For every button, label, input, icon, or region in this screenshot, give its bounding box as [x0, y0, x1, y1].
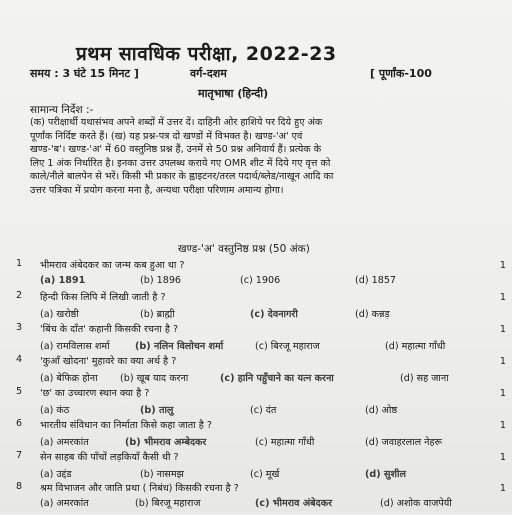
exam-subject: मातृभाषा (हिन्दी) [198, 87, 269, 100]
exam-time: समय : 3 घंटे 15 मिनट ] [30, 67, 139, 80]
instruction-line: काले/नीले बालपेन से भरें। किसी भी प्रकार के ह्वाइटनर/तरल पदार्थ/ब्लेड/नाखून आदि का [30, 171, 334, 183]
option-c: (c) मूर्ख [250, 469, 280, 480]
question-text: सेन साहब की पाँचों लड़कियाँ कैसी थी ? [40, 452, 179, 463]
option-a: (a) अमरकांत [40, 498, 89, 509]
option-d: (d) ओष्ठ [365, 405, 398, 416]
question-text: हिन्दी किस लिपि में लिखी जाती है ? [40, 292, 166, 303]
option-d: (d) सुशील [365, 469, 406, 480]
question-number: 4 [16, 354, 23, 365]
question-6 [16, 418, 506, 452]
option-d: (d) जवाहरलाल नेहरू [365, 437, 442, 448]
option-d: (d) महात्मा गाँधी [385, 341, 446, 352]
question-number: 5 [16, 386, 23, 397]
option-c: (c) महात्मा गाँधी [255, 437, 315, 448]
option-d: (d) 1857 [355, 275, 397, 286]
question-marks: 1 [499, 292, 506, 303]
option-a: (a) उद्दंड [40, 469, 72, 480]
option-a: (a) 1891 [40, 275, 86, 286]
question-number: 8 [16, 481, 23, 492]
option-b: (b) बिरजू महाराज [135, 498, 201, 509]
question-text: भारतीय संविधान का निर्माता किसे कहा जाता है ? [40, 420, 212, 431]
instructions-block [30, 116, 500, 198]
question-number: 2 [16, 290, 23, 301]
option-b: (b) 1896 [140, 275, 182, 286]
option-d: (d) अशोक वाजपेयी [380, 498, 452, 509]
option-c: (c) 1906 [240, 275, 281, 286]
instruction-line: (क) परीक्षार्थी यथासंभव अपने शब्दों में उत्तर दें। दाहिनी ओर हाशिये पर दिये हुए अंक [30, 117, 323, 128]
instructions-heading: सामान्य निर्देश :- [30, 104, 94, 116]
option-a: (a) बेफिक्र होना [40, 373, 98, 384]
option-b: (b) नासमझ [140, 469, 184, 480]
question-text: 'कुआँ खोदना' मुहावरे का क्या अर्थ है ? [40, 356, 177, 367]
option-d: (d) कन्नड़ [355, 309, 390, 320]
option-b: (b) नलिन विलोचन शर्मा [135, 341, 224, 352]
option-c: (c) भीमराव अंबेदकर [255, 498, 333, 509]
section-title: खण्ड-'अ' वस्तुनिष्ठ प्रश्न (50 अंक) [178, 243, 310, 255]
question-2 [16, 290, 506, 324]
question-number: 6 [16, 418, 23, 429]
option-b: (b) ब्राह्मी [140, 309, 175, 320]
question-text: 'बिंच के दाँत' कहानी किसकी रचना है ? [40, 324, 179, 335]
option-a: (a) खरोष्ठी [40, 309, 79, 320]
question-marks: 1 [499, 356, 506, 367]
question-marks: 1 [499, 388, 506, 399]
option-a: (a) अमरकांत [40, 437, 89, 448]
exam-total-marks: [ पूर्णांक-100 [370, 67, 432, 80]
question-8 [16, 481, 506, 515]
question-4 [16, 354, 506, 388]
option-a: (a) रामविलास शर्मा [40, 341, 110, 352]
question-marks: 1 [499, 420, 506, 431]
option-c: (c) देवनागरी [250, 309, 298, 320]
exam-title: प्रथम सावधिक परीक्षा, 2022-23 [76, 43, 337, 65]
option-b: (b) भीमराव अम्बेदकर [125, 437, 207, 448]
exam-class: वर्ग-दशम [190, 67, 227, 80]
instruction-line: खण्ड-'ब'। खण्ड-'अ' में 60 वस्तुनिष्ठ प्रश्न हैं, उनमें से 50 प्रश्न अनिवार्य हैं। प्रत्येक के [30, 144, 322, 156]
question-5 [16, 386, 506, 420]
question-marks: 1 [499, 324, 506, 335]
question-text: 'छ' का उच्चारण स्थान क्या है ? [40, 388, 150, 399]
question-marks: 1 [499, 452, 506, 463]
question-text: भीमराव अंबेदकर का जन्म कब हुआ था ? [40, 260, 185, 271]
instruction-line: लिए 1 अंक निर्धारित है। इनका उत्तर उपलब्ध कराये गए OMR शीट में दिये गए वृत्त को [30, 157, 331, 169]
question-marks: 1 [499, 483, 506, 494]
option-b: (b) तालु [140, 405, 174, 416]
question-number: 7 [16, 450, 23, 461]
question-7 [16, 450, 506, 484]
question-3 [16, 322, 506, 356]
option-d: (d) सह जाना [400, 373, 449, 384]
option-c: (c) दंत [250, 405, 277, 416]
question-marks: 1 [499, 260, 506, 271]
option-a: (a) कंठ [40, 405, 70, 416]
option-b: (b) खूब याद करना [120, 373, 189, 384]
question-text: श्रम विभाजन और जाति प्रथा ( निबंध) किसकी रचना है ? [40, 483, 239, 494]
instruction-line: पूर्णांक निर्दिष्ट करते हैं। (ख) यह प्रश्न-पत्र दो खण्डों में विभक्त है। खण्ड-'अ' एवं [30, 130, 303, 142]
option-c: (c) हानि पहुँचाने का यत्न करना [220, 373, 334, 384]
option-c: (c) बिरजू महाराज [255, 341, 320, 352]
question-number: 3 [16, 322, 23, 333]
question-1 [16, 258, 506, 292]
instruction-line: उत्तर पत्रिका में प्रयोग करना मना है, अन्यथा परीक्षा परिणाम अमान्य होगा। [30, 184, 284, 196]
question-number: 1 [16, 258, 23, 269]
